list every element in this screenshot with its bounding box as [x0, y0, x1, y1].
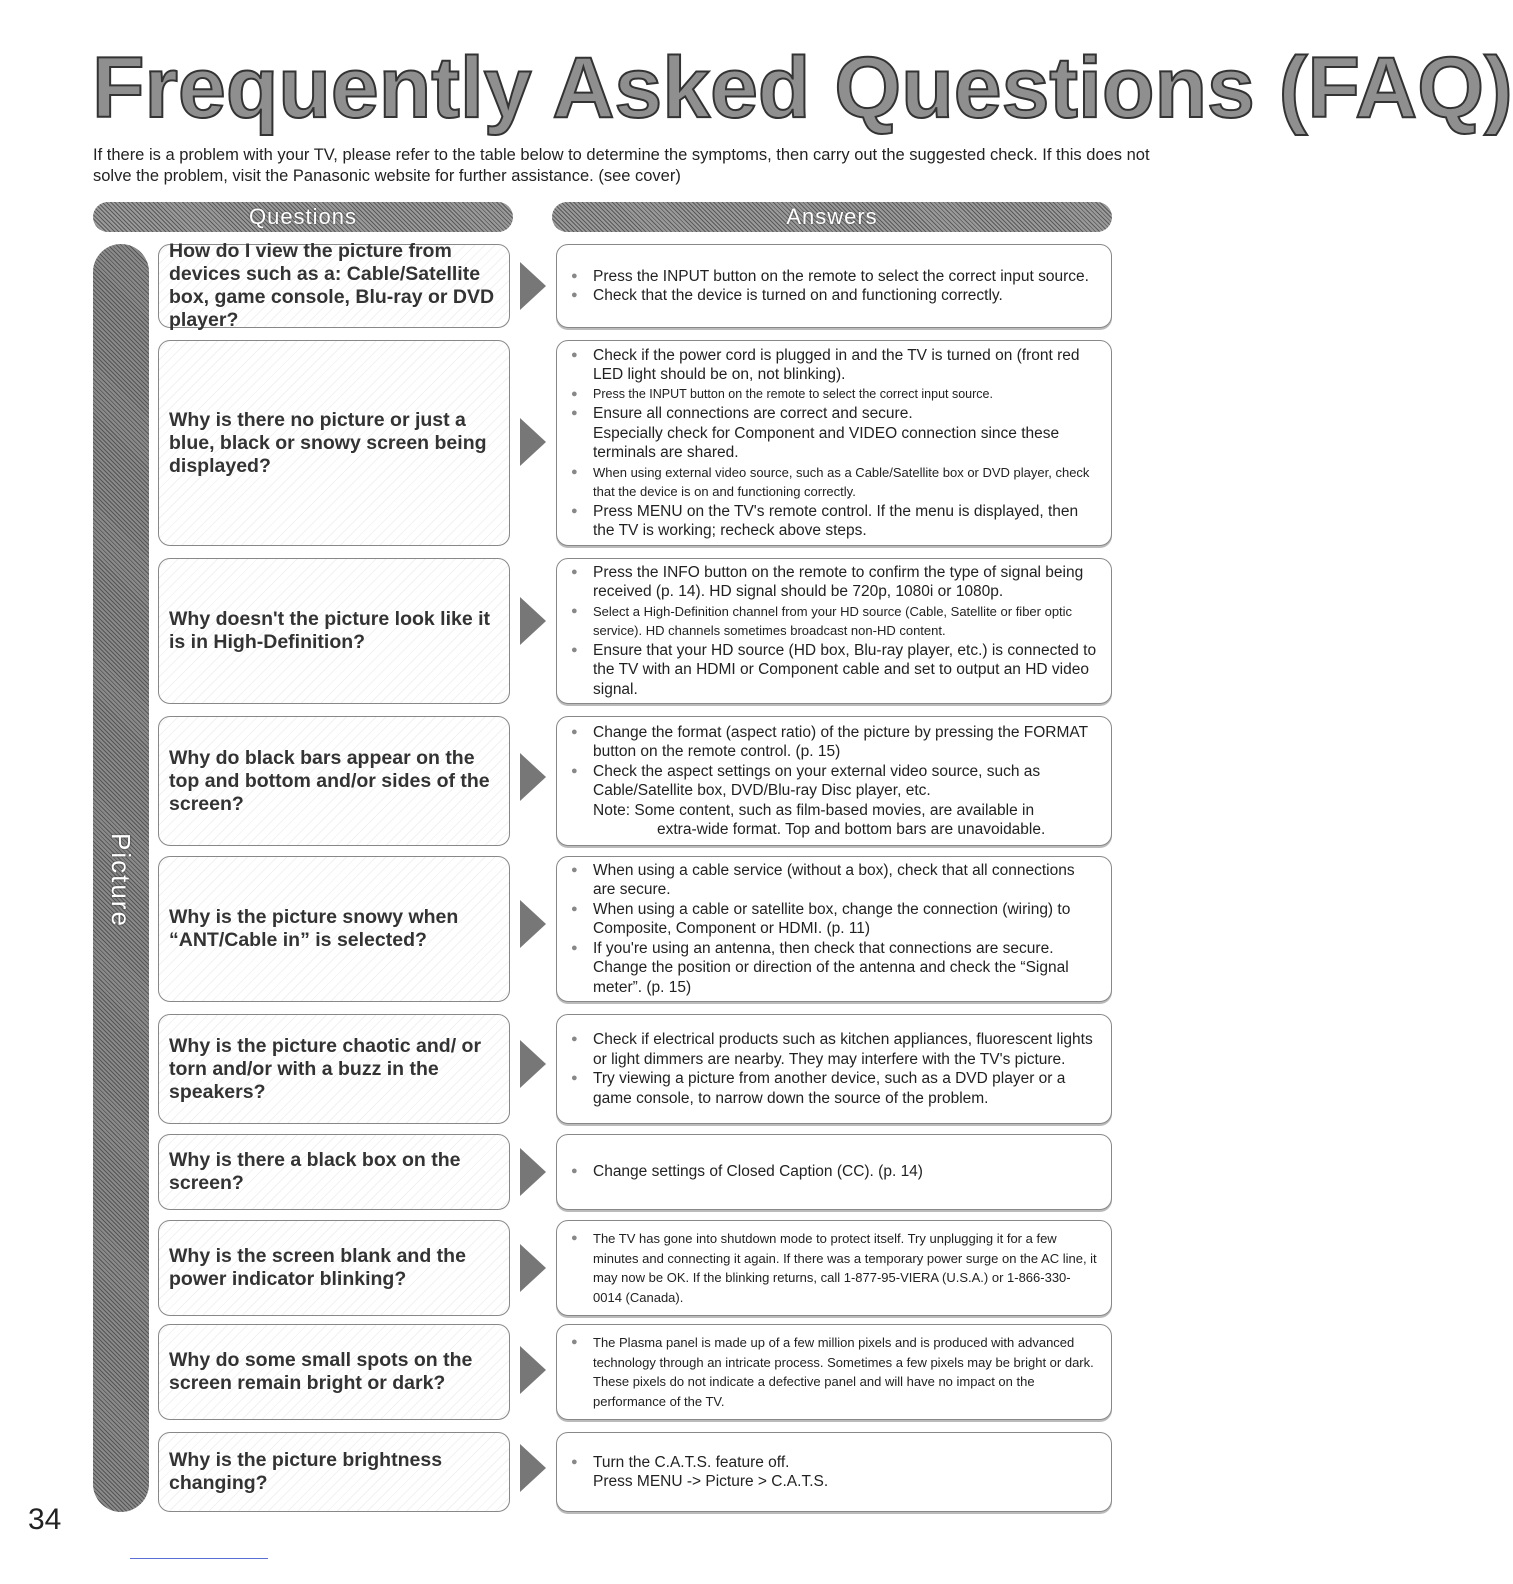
bullet-icon: ●	[571, 1455, 578, 1468]
answer-text: Check if the power cord is plugged in and the TV is turned on (front red LED light should be on, not blinking).	[593, 346, 1080, 383]
bullet-icon: ●	[571, 1336, 578, 1348]
answer-text: The Plasma panel is made up of a few million pixels and is produced with advanced technology through an intricate process. Sometimes a few pixels may be bright or dark. These pixels do not indicate a defective panel and will have no impact on the performance of the TV.	[593, 1335, 1094, 1409]
answer-text: Check if electrical products such as kitchen appliances, fluorescent lights or light dimmers are nearby. They may interfere with the TV's picture.	[593, 1031, 1093, 1068]
answer-text: Change the format (aspect ratio) of the picture by pressing the FORMAT button on the remote control. (p. 15)	[593, 723, 1088, 760]
answer-box	[556, 856, 1112, 1002]
answer-text: Press the INPUT button on the remote to select the correct input source.	[593, 386, 993, 401]
answer-item	[571, 641, 1099, 700]
answer-text: Ensure that your HD source (HD box, Blu-ray player, etc.) is connected to the TV with an HDMI or Component cable and set to output an HD video signal.	[593, 641, 1097, 698]
answer-box	[556, 1432, 1112, 1512]
answer-text: Select a High-Definition channel from your HD source (Cable, Satellite or fiber optic service). HD channels sometimes broadcast non-HD content.	[593, 603, 1073, 639]
answer-box	[556, 1324, 1112, 1420]
answer-box	[556, 1134, 1112, 1210]
arrow-right-icon	[520, 1148, 546, 1196]
bullet-icon: ●	[571, 407, 578, 419]
answer-text: When using a cable service (without a box), check that all connections are secure.	[593, 861, 1075, 899]
answer-note: Press MENU -> Picture > C.A.T.S.	[593, 1473, 829, 1490]
answer-text: Press MENU on the TV's remote control. If the menu is displayed, then the TV is working; recheck above steps.	[593, 502, 1079, 539]
answers-header: Answers	[552, 202, 1112, 232]
page-title: Frequently Asked Questions (FAQ)	[92, 40, 1513, 136]
bullet-icon: ●	[571, 1232, 578, 1244]
question-box	[158, 240, 510, 331]
question-text: Why do some small spots on the screen remain bright or dark?	[169, 1349, 473, 1394]
question-box	[158, 558, 510, 704]
answer-item	[571, 1162, 1099, 1182]
answer-box	[556, 1220, 1112, 1316]
answer-item	[571, 762, 1099, 801]
answer-item	[571, 861, 1099, 900]
answer-item	[571, 602, 1099, 641]
bullet-icon: ●	[571, 348, 578, 361]
answer-item	[571, 1030, 1099, 1069]
question-box	[158, 1324, 510, 1420]
bullet-icon: ●	[571, 269, 578, 282]
answer-item	[571, 900, 1099, 939]
question-text: Why is the screen blank and the power indicator blinking?	[169, 1245, 466, 1290]
question-box	[158, 340, 510, 546]
section-label: Picture	[106, 832, 136, 928]
answer-box	[556, 1014, 1112, 1124]
bullet-icon: ●	[571, 565, 578, 578]
answer-item	[571, 563, 1099, 602]
answer-item	[571, 1069, 1099, 1108]
answer-item	[571, 1453, 1099, 1473]
answer-item	[571, 723, 1099, 762]
bullet-icon: ●	[571, 764, 578, 777]
answer-item	[571, 1333, 1099, 1411]
arrow-right-icon	[520, 418, 546, 466]
answer-text: When using a cable or satellite box, change the connection (wiring) to Composite, Component or HDMI. (p. 11)	[593, 900, 1071, 938]
answer-item	[571, 404, 1099, 424]
answer-text: The TV has gone into shutdown mode to protect itself. Try unplugging it for a few minutes and connecting it again. If there was a temporary power surge on the AC line, it may now be OK. If the blinking returns, call 1-877-95-VIERA (U.S.A.) or 1-866-330-0014 (Canada).	[593, 1231, 1097, 1305]
answer-note: extra-wide format. Top and bottom bars are unavoidable.	[657, 821, 1046, 838]
intro-text: If there is a problem with your TV, please refer to the table below to determine the symptoms, then carry out the suggested check. If this does not solve the problem, visit the Panasonic website for further assistance. (see cover)	[93, 146, 1150, 185]
answer-text: Press the INFO button on the remote to confirm the type of signal being received (p. 14). HD signal should be 720p, 1080i or 1080p.	[593, 563, 1084, 601]
arrow-right-icon	[520, 900, 546, 948]
bullet-icon: ●	[571, 604, 578, 617]
page-number: 34	[28, 1503, 62, 1536]
arrow-right-icon	[520, 1040, 546, 1088]
question-box	[158, 856, 510, 1002]
bullet-icon: ●	[571, 387, 578, 400]
bullet-icon: ●	[571, 465, 578, 478]
bullet-icon: ●	[571, 1033, 578, 1045]
answer-note: Note: Some content, such as film-based movies, are available in	[593, 801, 1035, 819]
answer-item	[571, 286, 1099, 306]
answer-text: Change settings of Closed Caption (CC). (p. 14)	[593, 1163, 923, 1181]
answer-item	[571, 939, 1099, 998]
question-text: How do I view the picture from devices such as a: Cable/Satellite box, game console, Blu-ray or DVD player?	[169, 240, 495, 331]
question-box	[158, 716, 510, 846]
bullet-icon: ●	[571, 504, 578, 517]
answer-item	[571, 267, 1099, 287]
answer-item	[571, 1229, 1099, 1307]
arrow-right-icon	[520, 753, 546, 801]
footer-divider	[130, 1558, 268, 1559]
question-box	[158, 1432, 510, 1512]
answer-item	[571, 346, 1099, 385]
arrow-right-icon	[520, 262, 546, 310]
answer-item	[571, 385, 1099, 405]
answer-item	[571, 502, 1099, 541]
bullet-icon: ●	[571, 289, 578, 301]
arrow-right-icon	[520, 597, 546, 645]
bullet-icon: ●	[571, 941, 578, 954]
answer-box	[556, 244, 1112, 328]
question-box	[158, 1014, 510, 1124]
question-text: Why is the picture snowy when “ANT/Cable in” is selected?	[169, 906, 459, 951]
question-text: Why is there a black box on the screen?	[169, 1149, 461, 1194]
answer-note: Especially check for Component and VIDEO connection since these terminals are shared.	[593, 424, 1060, 461]
answer-text: Try viewing a picture from another device, such as a DVD player or a game console, to narrow down the source of the problem.	[593, 1070, 1066, 1107]
answer-box	[556, 340, 1112, 546]
question-text: Why is there no picture or just a blue, black or snowy screen being displayed?	[169, 408, 487, 477]
answer-text: Check that the device is turned on and functioning correctly.	[593, 287, 1003, 304]
answer-text: Turn the C.A.T.S. feature off.	[593, 1453, 790, 1471]
arrow-right-icon	[520, 1244, 546, 1292]
bullet-icon: ●	[571, 902, 578, 915]
answer-text: When using external video source, such as a Cable/Satellite box or DVD player, check that the device is on and functioning correctly.	[593, 464, 1090, 499]
question-box	[158, 1220, 510, 1316]
question-text: Why do black bars appear on the top and bottom and/or sides of the screen?	[169, 746, 490, 815]
answer-text: Ensure all connections are correct and secure.	[593, 405, 913, 422]
answer-box	[556, 716, 1112, 846]
question-text: Why doesn't the picture look like it is in High-Definition?	[169, 608, 491, 653]
bullet-icon: ●	[571, 1165, 578, 1178]
question-text: Why is the picture brightness changing?	[169, 1449, 443, 1494]
question-text: Why is the picture chaotic and/ or torn and/or with a buzz in the speakers?	[169, 1034, 482, 1103]
answer-box	[556, 558, 1112, 704]
arrow-right-icon	[520, 1346, 546, 1394]
question-box	[158, 1134, 510, 1210]
answer-text: Check the aspect settings on your external video source, such as Cable/Satellite box, DVD/Blu-ray Disc player, etc.	[593, 762, 1041, 799]
answer-item	[571, 463, 1099, 502]
arrow-right-icon	[520, 1444, 546, 1492]
bullet-icon: ●	[571, 643, 578, 656]
answer-text: If you're using an antenna, then check that connections are secure. Change the position or direction of the antenna and check the “Signal meter”. (p. 15)	[593, 939, 1069, 996]
questions-header: Questions	[93, 202, 513, 232]
answer-text: Press the INPUT button on the remote to select the correct input source.	[593, 267, 1089, 285]
bullet-icon: ●	[571, 725, 578, 738]
bullet-icon: ●	[571, 1072, 578, 1084]
bullet-icon: ●	[571, 863, 578, 876]
